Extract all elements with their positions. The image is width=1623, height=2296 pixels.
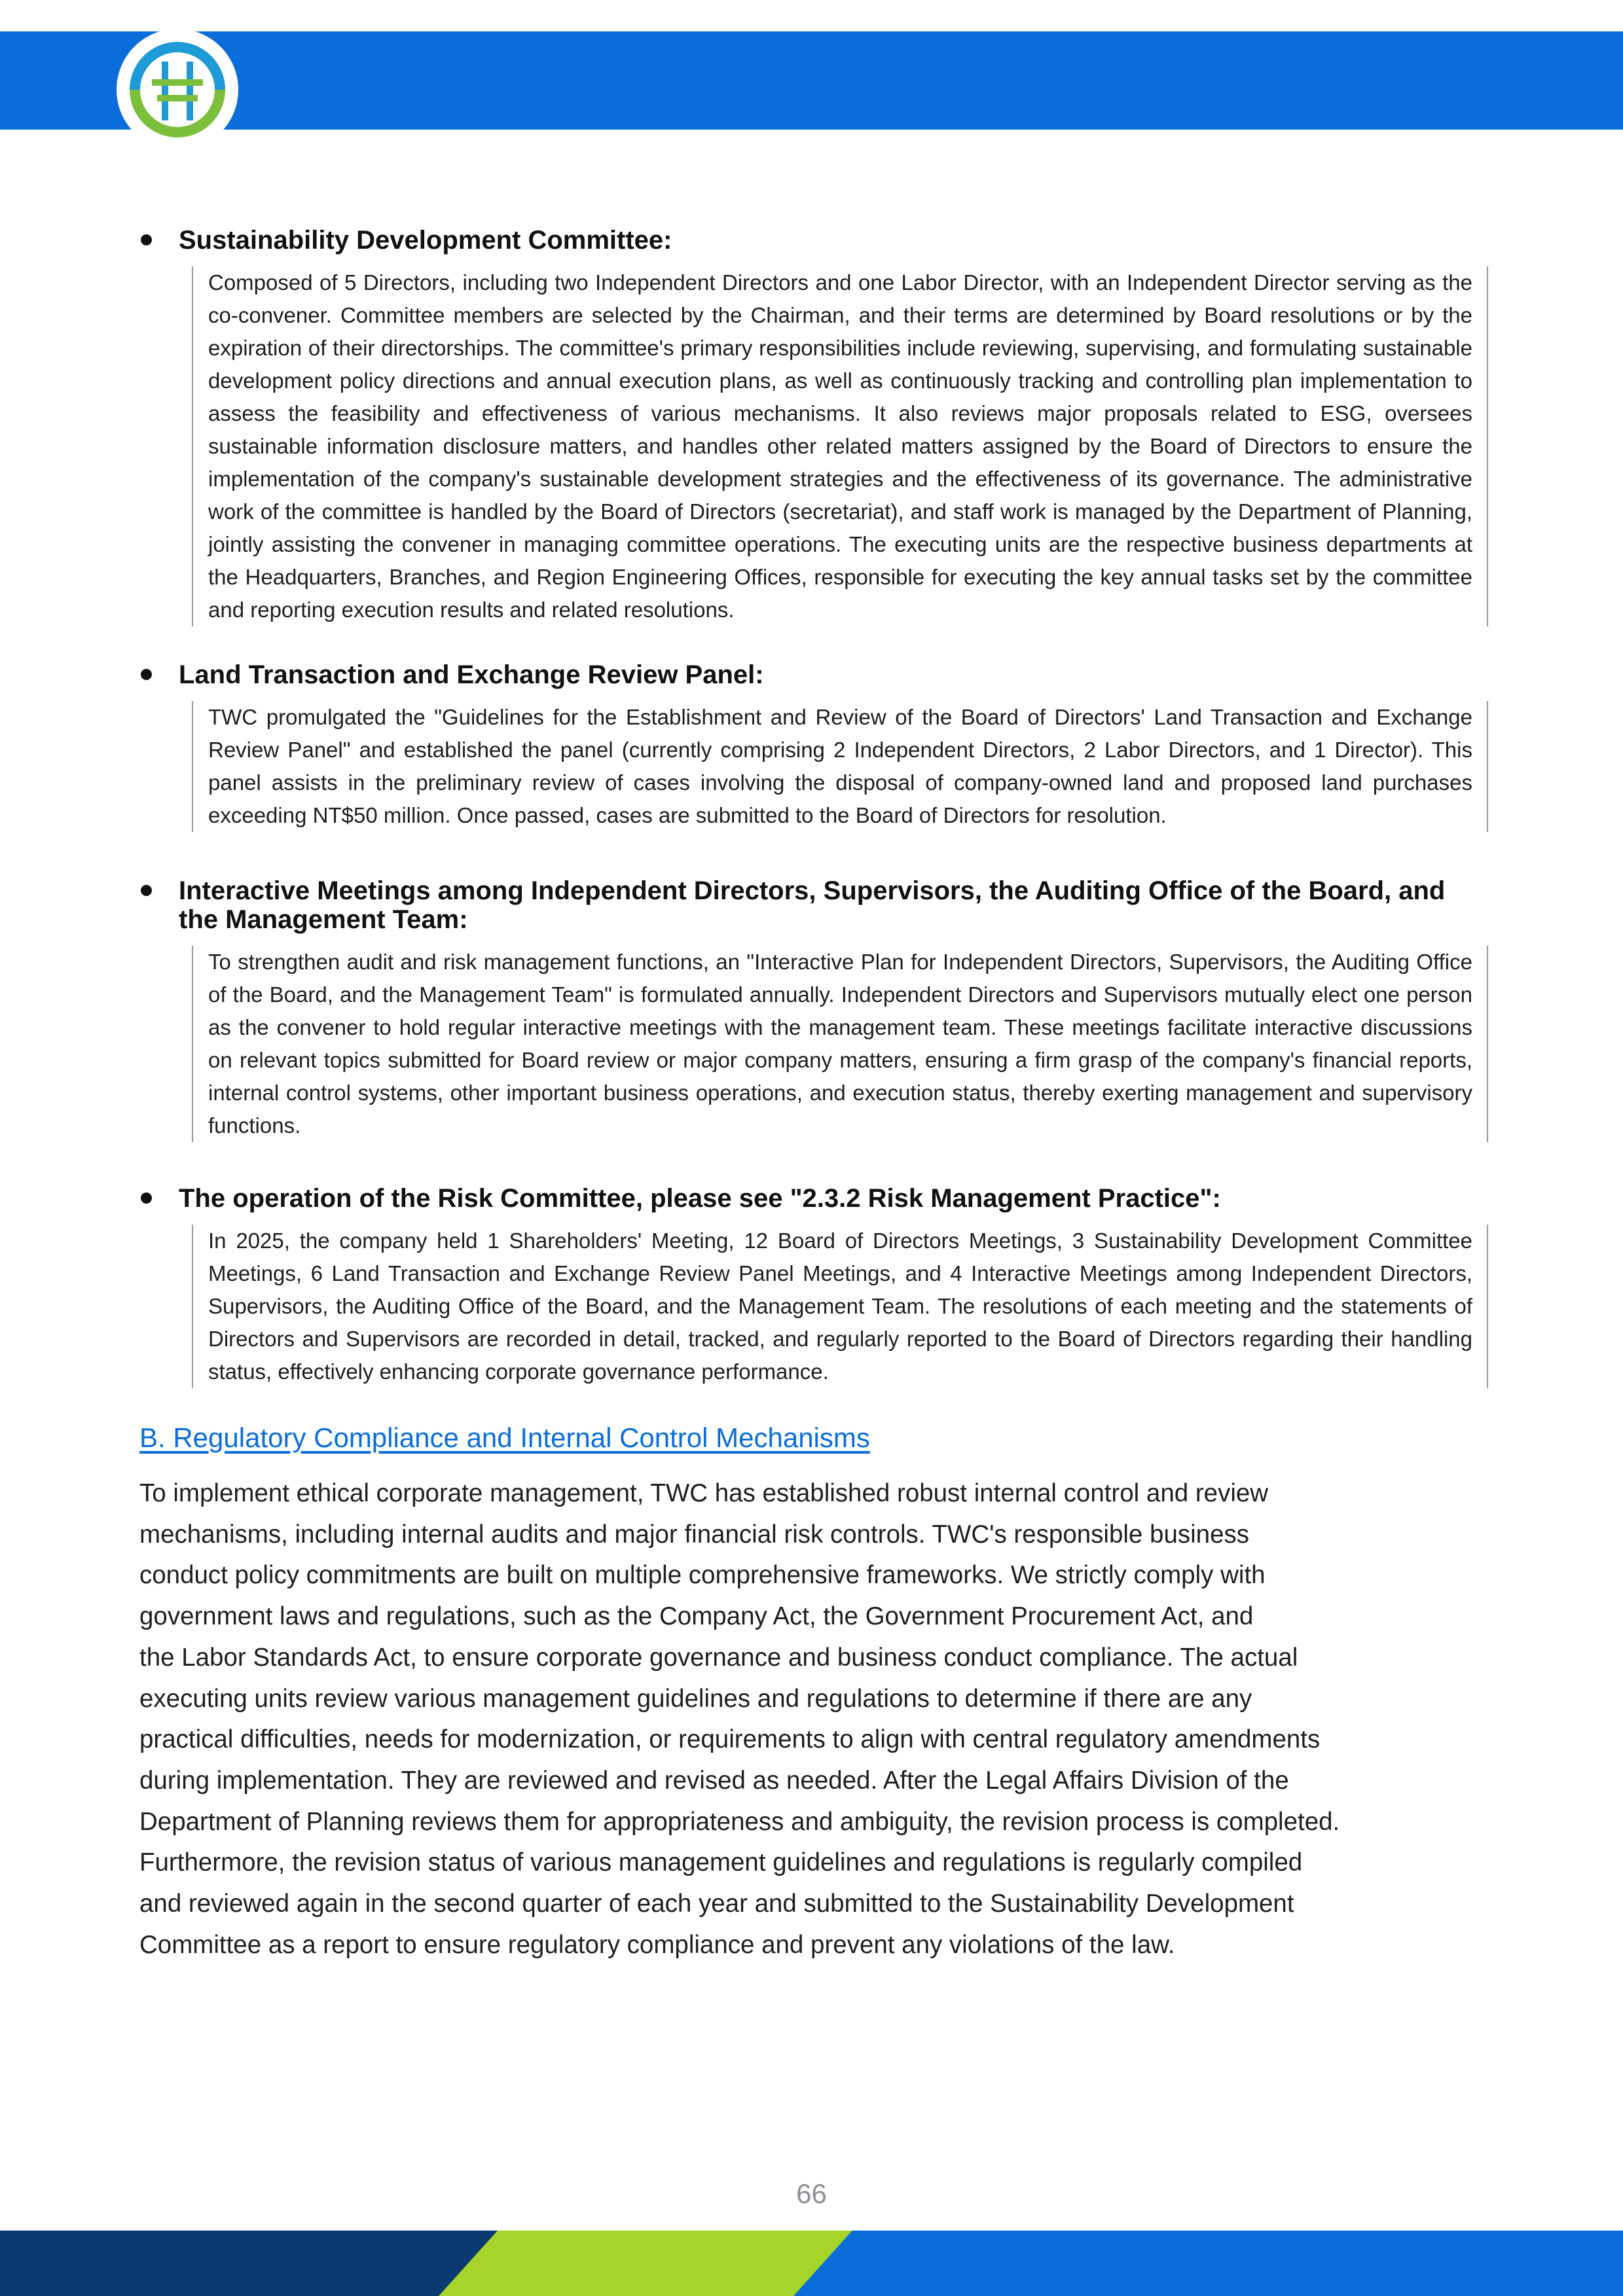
item-heading-text: Interactive Meetings among Independent Directors, Supervisors, the Auditing Office of the Board, and the Management Team: — [179, 876, 1446, 934]
paragraph-line: executing units review various management guidelines and regulations to determine if there are any — [139, 1684, 1252, 1713]
item-heading-text: Land Transaction and Exchange Review Panel: — [179, 660, 764, 689]
main-content — [139, 226, 1488, 1965]
item-body: Composed of 5 Directors, including two Independent Directors and one Labor Director, with an Independent Director serving as the co-convener. Committee members are selected by the Chairman, and their terms are determined by Board resolutions or by the expiration of their directorships. The committee's primary responsibilities include reviewing, supervising, and formulating sustainable development policy directions and annual execution plans, as well as continuously tracking and controlling plan implementation to assess the feasibility and effectiveness of various mechanisms. It also reviews major proposals related to ESG, oversees sustainable information disclosure matters, and handles other related matters assigned by the Board of Directors to ensure the implementation of the company's sustainable development strategies and the effectiveness of its governance. The administrative work of the committee is handled by the Board of Directors (secretariat), and staff work is managed by the Department of Planning, jointly assisting the convener in managing committee operations. The executing units are the respective business departments at the Headquarters, Branches, and Region Engineering Offices, responsible for executing the key annual tasks set by the committee and reporting execution results and related resolutions. — [192, 266, 1488, 626]
footer-blue-block — [793, 2231, 1623, 2296]
paragraph-line: mechanisms, including internal audits and major financial risk controls. TWC's responsible business — [139, 1520, 1249, 1549]
list-item — [139, 660, 1488, 832]
paragraph-line: Furthermore, the revision status of various management guidelines and regulations is regularly compiled — [139, 1848, 1303, 1877]
paragraph-line: To implement ethical corporate management, TWC has established robust internal control and review — [139, 1479, 1269, 1507]
paragraph-line: conduct policy commitments are built on multiple comprehensive frameworks. We strictly comply with — [139, 1561, 1266, 1590]
item-heading — [139, 660, 1488, 689]
bullet-icon — [141, 234, 152, 245]
item-body: TWC promulgated the "Guidelines for the Establishment and Review of the Board of Directors' Land Transaction and Exchange Review Panel" and established the panel (currently comprising 2 Independent Directors, 2 Labor Directors, and 1 Director). This panel assists in the preliminary review of cases involving the disposal of company-owned land and proposed land purchases exceeding NT$50 million. Once passed, cases are submitted to the Board of Directors for resolution. — [192, 701, 1488, 832]
page-number: 66 — [796, 2178, 827, 2209]
item-body: In 2025, the company held 1 Shareholders' Meeting, 12 Board of Directors Meetings, 3 Sustainability Development Committee Meetings, 6 Land Transaction and Exchange Review Panel Meetings, and 4 Interactive Meetings among Independent Directors, Supervisors, the Auditing Office of the Board, and the Management Team. The resolutions of each meeting and the statements of Directors and Supervisors are recorded in detail, tracked, and regularly reported to the Board of Directors regarding their handling status, effectively enhancing corporate governance performance. — [192, 1225, 1488, 1388]
bullet-icon — [141, 669, 152, 680]
item-heading — [139, 1184, 1488, 1213]
item-heading-text: The operation of the Risk Committee, please see "2.3.2 Risk Management Practice": — [179, 1184, 1221, 1213]
paragraph-line: Committee as a report to ensure regulatory compliance and prevent any violations of the law. — [139, 1930, 1175, 1959]
section-body — [139, 1473, 1488, 1965]
list-item — [139, 876, 1488, 1142]
twc-logo-icon — [118, 30, 237, 149]
paragraph-line: during implementation. They are reviewed and revised as needed. After the Legal Affairs Division of the — [139, 1766, 1289, 1795]
item-body: To strengthen audit and risk management functions, an "Interactive Plan for Independent Directors, Supervisors, the Auditing Office of the Board, and the Management Team" is formulated annually. Independent Directors and Supervisors mutually elect one person as the convener to hold regular interactive meetings with the management team. These meetings facilitate interactive discussions on relevant topics submitted for Board review or major company matters, ensuring a firm grasp of the company's financial reports, internal control systems, other important business operations, and execution status, thereby exerting management and supervisory functions. — [192, 946, 1488, 1142]
bullet-icon — [141, 885, 152, 896]
paragraph-line: Department of Planning reviews them for appropriateness and ambiguity, the revision process is completed. — [139, 1807, 1340, 1836]
header-band — [0, 31, 1623, 130]
footer-band — [0, 2231, 1623, 2296]
item-heading-text: Sustainability Development Committee: — [179, 226, 672, 255]
bullet-icon — [141, 1193, 152, 1204]
list-item — [139, 1184, 1488, 1388]
paragraph-line: government laws and regulations, such as the Company Act, the Government Procurement Act, and — [139, 1602, 1254, 1631]
paragraph-line: the Labor Standards Act, to ensure corporate governance and business conduct compliance. The actual — [139, 1643, 1298, 1672]
item-heading — [139, 876, 1488, 934]
paragraph-line: and reviewed again in the second quarter of each year and submitted to the Sustainability Development — [139, 1890, 1294, 1918]
list-item — [139, 226, 1488, 626]
paragraph-line: practical difficulties, needs for modernization, or requirements to align with central regulatory amendments — [139, 1725, 1321, 1754]
section-title-link[interactable]: B. Regulatory Compliance and Internal Control Mechanisms — [139, 1422, 870, 1453]
item-heading — [139, 226, 1488, 255]
footer-lime-block — [439, 2231, 852, 2296]
